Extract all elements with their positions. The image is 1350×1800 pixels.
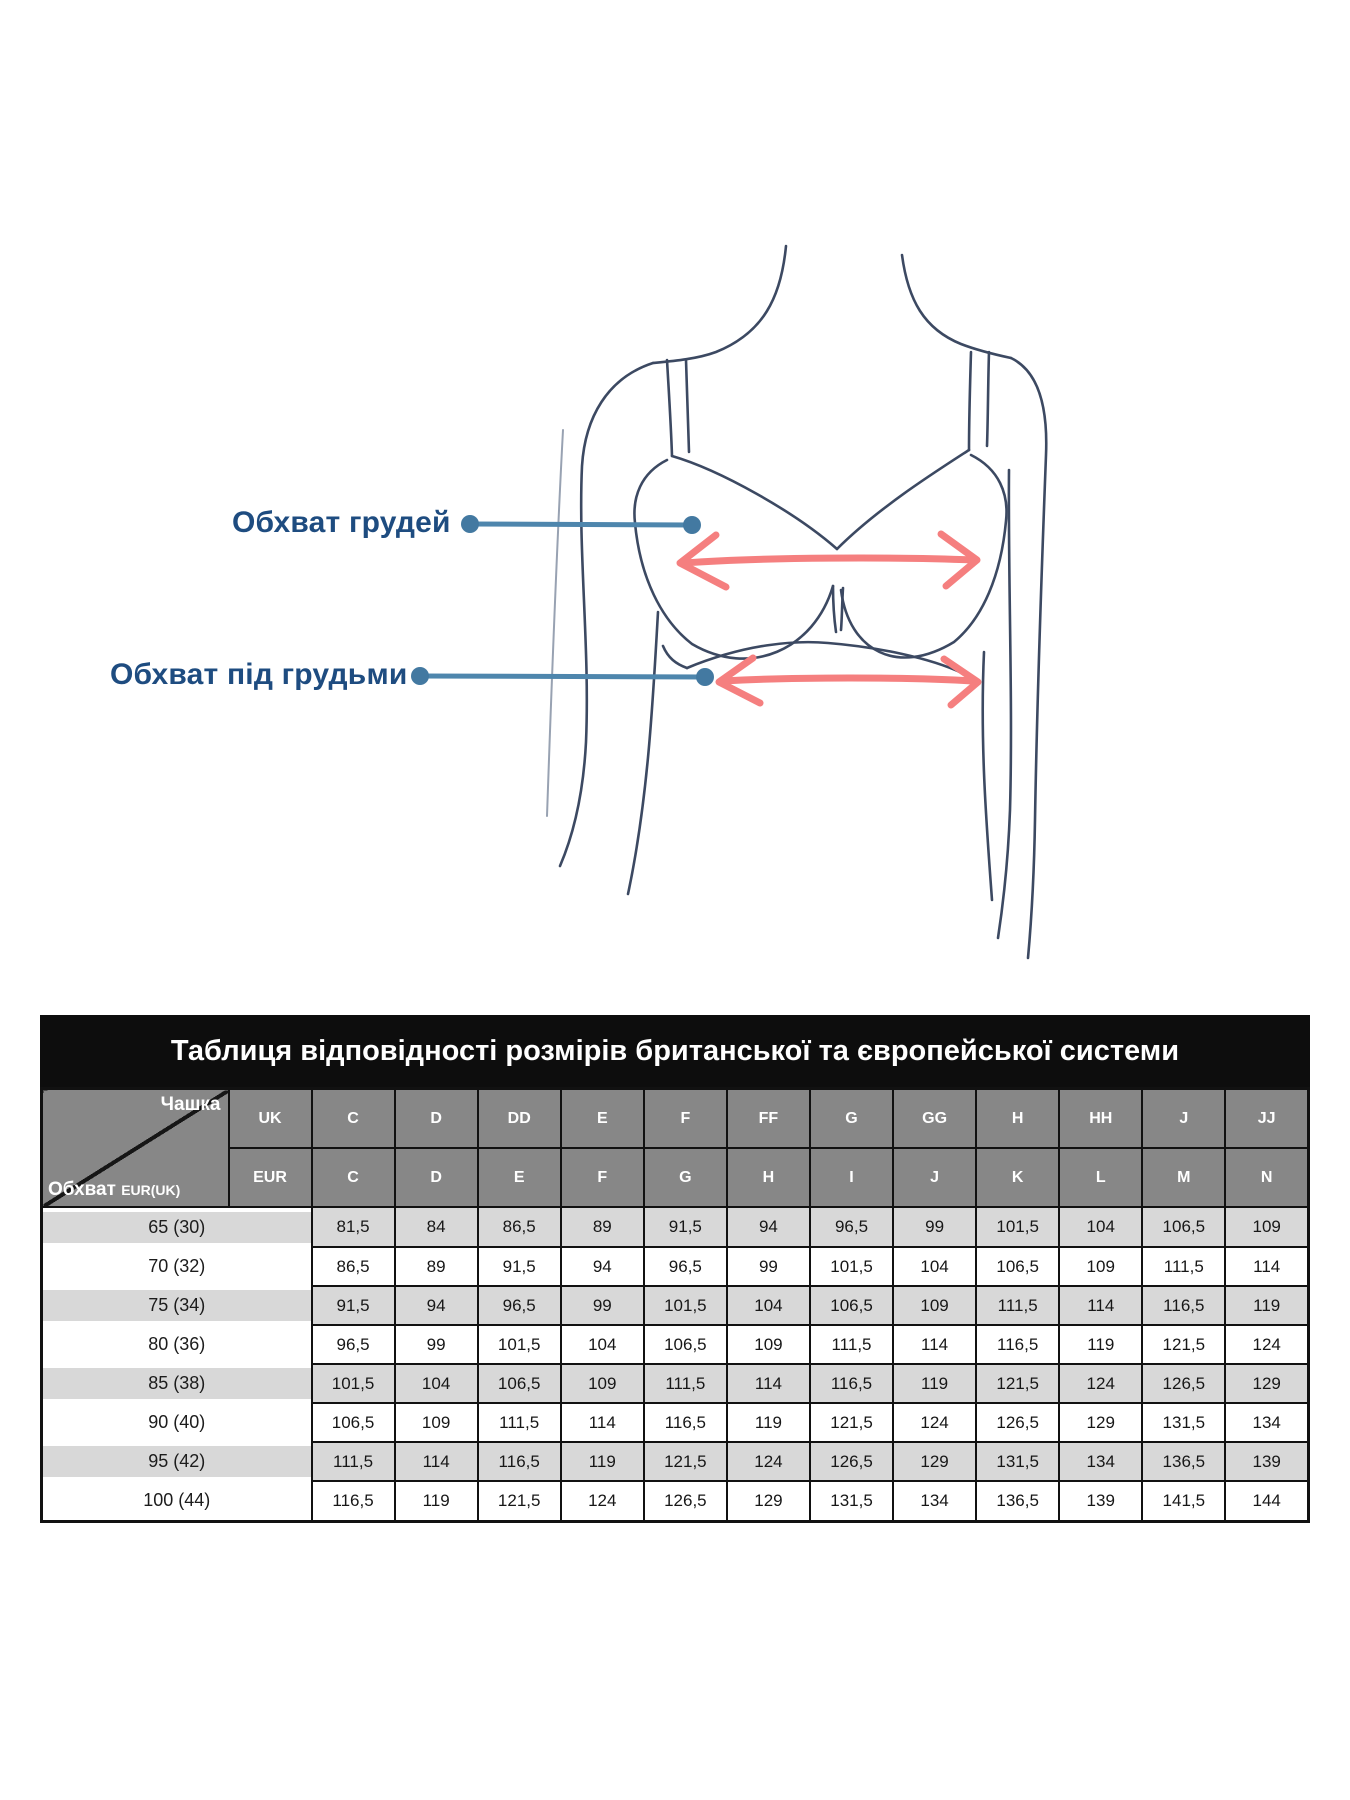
corner-band-label: Обхват EUR(UK) xyxy=(48,1179,181,1200)
uk-cup-header: JJ xyxy=(1225,1089,1308,1149)
size-cell: 101,5 xyxy=(312,1364,395,1403)
size-cell: 99 xyxy=(395,1325,478,1364)
uk-cup-header: E xyxy=(561,1089,644,1149)
size-cell: 119 xyxy=(561,1442,644,1481)
band-cell xyxy=(42,1247,312,1286)
size-cell: 106,5 xyxy=(478,1364,561,1403)
size-cell: 136,5 xyxy=(976,1481,1059,1522)
size-cell: 139 xyxy=(1059,1481,1142,1522)
size-cell: 129 xyxy=(1059,1403,1142,1442)
size-cell: 119 xyxy=(1225,1286,1308,1325)
size-cell: 116,5 xyxy=(976,1325,1059,1364)
size-row xyxy=(42,1286,1309,1325)
size-cell: 116,5 xyxy=(478,1442,561,1481)
size-cell: 84 xyxy=(395,1207,478,1247)
size-cell: 129 xyxy=(893,1442,976,1481)
size-cell: 111,5 xyxy=(478,1403,561,1442)
band-cell xyxy=(42,1207,312,1247)
size-cell: 89 xyxy=(395,1247,478,1286)
size-cell: 109 xyxy=(893,1286,976,1325)
uk-cup-header: HH xyxy=(1059,1089,1142,1149)
size-cell: 136,5 xyxy=(1142,1442,1225,1481)
size-cell: 91,5 xyxy=(478,1247,561,1286)
uk-cup-header: FF xyxy=(727,1089,810,1149)
size-cell: 134 xyxy=(1059,1442,1142,1481)
size-table xyxy=(40,1015,1310,1523)
underbust-leader-line xyxy=(411,667,714,686)
size-cell: 141,5 xyxy=(1142,1481,1225,1522)
size-cell: 131,5 xyxy=(810,1481,893,1522)
size-grid xyxy=(40,1087,1310,1523)
size-cell: 101,5 xyxy=(478,1325,561,1364)
size-cell: 124 xyxy=(1225,1325,1308,1364)
uk-system-label: UK xyxy=(229,1089,312,1149)
size-cell: 94 xyxy=(395,1286,478,1325)
size-cell: 124 xyxy=(561,1481,644,1522)
size-cell: 96,5 xyxy=(312,1325,395,1364)
uk-cup-header: DD xyxy=(478,1089,561,1149)
size-cell: 114 xyxy=(395,1442,478,1481)
band-cell xyxy=(42,1325,312,1364)
size-cell: 94 xyxy=(727,1207,810,1247)
corner-cell xyxy=(42,1089,229,1208)
eur-cup-header: J xyxy=(893,1148,976,1207)
eur-cup-header: K xyxy=(976,1148,1059,1207)
size-cell: 111,5 xyxy=(1142,1247,1225,1286)
underbust-label: Обхват під грудьми xyxy=(110,658,408,691)
band-cell xyxy=(42,1403,312,1442)
size-cell: 106,5 xyxy=(644,1325,727,1364)
size-cell: 134 xyxy=(1225,1403,1308,1442)
uk-cup-header: D xyxy=(395,1089,478,1149)
size-row xyxy=(42,1403,1309,1442)
eur-cup-header: G xyxy=(644,1148,727,1207)
eur-cup-header: H xyxy=(727,1148,810,1207)
size-cell: 116,5 xyxy=(810,1364,893,1403)
size-cell: 86,5 xyxy=(312,1247,395,1286)
size-cell: 114 xyxy=(561,1403,644,1442)
size-row xyxy=(42,1207,1309,1247)
size-cell: 101,5 xyxy=(644,1286,727,1325)
size-cell: 121,5 xyxy=(976,1364,1059,1403)
size-cell: 91,5 xyxy=(312,1286,395,1325)
size-cell: 114 xyxy=(1059,1286,1142,1325)
size-table-body xyxy=(42,1207,1309,1522)
size-cell: 96,5 xyxy=(644,1247,727,1286)
uk-cup-header: C xyxy=(312,1089,395,1149)
size-cell: 104 xyxy=(893,1247,976,1286)
size-cell: 124 xyxy=(893,1403,976,1442)
uk-cup-header: G xyxy=(810,1089,893,1149)
bust-label: Обхват грудей xyxy=(232,506,451,539)
size-cell: 111,5 xyxy=(312,1442,395,1481)
size-cell: 126,5 xyxy=(1142,1364,1225,1403)
size-cell: 109 xyxy=(1059,1247,1142,1286)
uk-cup-header: H xyxy=(976,1089,1059,1149)
size-cell: 111,5 xyxy=(644,1364,727,1403)
size-cell: 109 xyxy=(561,1364,644,1403)
band-label: 85 (38) xyxy=(43,1368,311,1399)
size-cell: 131,5 xyxy=(976,1442,1059,1481)
eur-cup-header: F xyxy=(561,1148,644,1207)
size-cell: 109 xyxy=(1225,1207,1308,1247)
size-cell: 121,5 xyxy=(1142,1325,1225,1364)
size-cell: 121,5 xyxy=(810,1403,893,1442)
eur-cup-header: M xyxy=(1142,1148,1225,1207)
band-label: 65 (30) xyxy=(43,1212,311,1243)
size-cell: 126,5 xyxy=(644,1481,727,1522)
uk-header-row xyxy=(42,1089,1309,1149)
size-row xyxy=(42,1325,1309,1364)
size-cell: 121,5 xyxy=(478,1481,561,1522)
size-cell: 124 xyxy=(1059,1364,1142,1403)
size-cell: 99 xyxy=(727,1247,810,1286)
band-label: 80 (36) xyxy=(43,1329,311,1360)
size-cell: 104 xyxy=(395,1364,478,1403)
size-cell: 106,5 xyxy=(1142,1207,1225,1247)
band-label: 95 (42) xyxy=(43,1446,311,1477)
size-cell: 96,5 xyxy=(810,1207,893,1247)
size-row xyxy=(42,1364,1309,1403)
size-cell: 111,5 xyxy=(976,1286,1059,1325)
size-cell: 119 xyxy=(727,1403,810,1442)
size-cell: 119 xyxy=(893,1364,976,1403)
eur-header-row xyxy=(42,1148,1309,1207)
size-cell: 89 xyxy=(561,1207,644,1247)
size-cell: 109 xyxy=(395,1403,478,1442)
size-cell: 139 xyxy=(1225,1442,1308,1481)
band-label: 100 (44) xyxy=(43,1485,311,1516)
band-label: 75 (34) xyxy=(43,1290,311,1321)
size-cell: 119 xyxy=(1059,1325,1142,1364)
size-cell: 111,5 xyxy=(810,1325,893,1364)
size-cell: 99 xyxy=(893,1207,976,1247)
band-label: 90 (40) xyxy=(43,1407,311,1438)
size-cell: 91,5 xyxy=(644,1207,727,1247)
eur-system-label: EUR xyxy=(229,1148,312,1207)
eur-cup-header: E xyxy=(478,1148,561,1207)
size-cell: 121,5 xyxy=(644,1442,727,1481)
eur-cup-header: L xyxy=(1059,1148,1142,1207)
bra-outline xyxy=(634,352,1006,673)
eur-cup-header: I xyxy=(810,1148,893,1207)
eur-cup-header: N xyxy=(1225,1148,1308,1207)
size-cell: 114 xyxy=(727,1364,810,1403)
size-cell: 129 xyxy=(1225,1364,1308,1403)
size-row xyxy=(42,1247,1309,1286)
size-cell: 114 xyxy=(1225,1247,1308,1286)
corner-cup-label: Чашка xyxy=(160,1094,221,1115)
size-cell: 131,5 xyxy=(1142,1403,1225,1442)
eur-cup-header: C xyxy=(312,1148,395,1207)
size-cell: 86,5 xyxy=(478,1207,561,1247)
uk-cup-header: GG xyxy=(893,1089,976,1149)
size-cell: 116,5 xyxy=(1142,1286,1225,1325)
size-cell: 104 xyxy=(1059,1207,1142,1247)
band-label: 70 (32) xyxy=(43,1251,311,1282)
size-cell: 114 xyxy=(893,1325,976,1364)
band-cell xyxy=(42,1481,312,1522)
size-cell: 99 xyxy=(561,1286,644,1325)
size-cell: 106,5 xyxy=(976,1247,1059,1286)
size-row xyxy=(42,1442,1309,1481)
size-row xyxy=(42,1481,1309,1522)
size-cell: 104 xyxy=(727,1286,810,1325)
size-cell: 126,5 xyxy=(976,1403,1059,1442)
size-cell: 106,5 xyxy=(312,1403,395,1442)
uk-cup-header: J xyxy=(1142,1089,1225,1149)
size-cell: 116,5 xyxy=(312,1481,395,1522)
size-cell: 96,5 xyxy=(478,1286,561,1325)
size-cell: 106,5 xyxy=(810,1286,893,1325)
size-cell: 116,5 xyxy=(644,1403,727,1442)
eur-cup-header: D xyxy=(395,1148,478,1207)
size-cell: 119 xyxy=(395,1481,478,1522)
size-cell: 81,5 xyxy=(312,1207,395,1247)
size-cell: 101,5 xyxy=(976,1207,1059,1247)
size-cell: 134 xyxy=(893,1481,976,1522)
size-cell: 94 xyxy=(561,1247,644,1286)
size-cell: 129 xyxy=(727,1481,810,1522)
table-title: Таблиця відповідності розмірів британської та європейської системи xyxy=(40,1015,1310,1087)
size-cell: 104 xyxy=(561,1325,644,1364)
band-cell xyxy=(42,1286,312,1325)
size-cell: 101,5 xyxy=(810,1247,893,1286)
band-cell xyxy=(42,1442,312,1481)
size-cell: 124 xyxy=(727,1442,810,1481)
size-cell: 126,5 xyxy=(810,1442,893,1481)
size-cell: 109 xyxy=(727,1325,810,1364)
uk-cup-header: F xyxy=(644,1089,727,1149)
size-cell: 144 xyxy=(1225,1481,1308,1522)
band-cell xyxy=(42,1364,312,1403)
